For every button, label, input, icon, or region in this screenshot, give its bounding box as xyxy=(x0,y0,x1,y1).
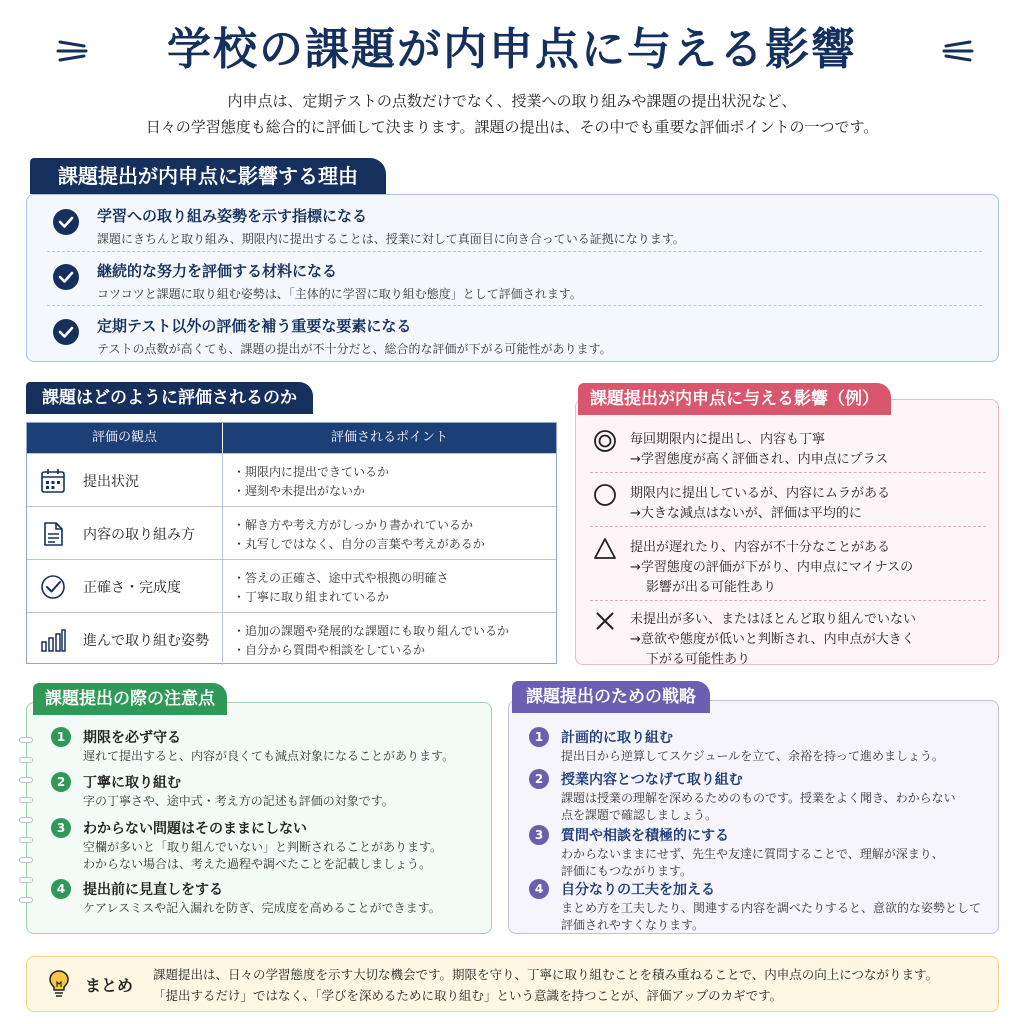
document-icon xyxy=(39,520,67,548)
number-badge: 2 xyxy=(51,772,71,792)
number-badge: 3 xyxy=(51,818,71,838)
criterion-point: ・期限内に提出できているか xyxy=(233,465,390,479)
notebook-ring xyxy=(19,877,33,883)
cautions-panel xyxy=(26,702,492,934)
criterion-point: ・追加の課題や発展的な課題にも取り組んでいるか xyxy=(233,624,510,638)
reason-desc: 課題にきちんと取り組み、期限内に提出することは、授業に対して真面目に向き合っている証拠になります。 xyxy=(97,232,685,246)
divider xyxy=(47,305,982,306)
divider xyxy=(222,454,223,506)
notebook-ring xyxy=(19,857,33,863)
strategy-desc: 課題は授業の理解を深めるためのものです。授業をよく聞き、わからない xyxy=(561,791,956,805)
impact-case: 提出が遅れたり、内容が不十分なことがある xyxy=(630,540,891,555)
impact-result: →学習態度が高く評価され、内申点にプラス xyxy=(630,452,889,467)
criterion-label: 進んで取り組む姿勢 xyxy=(83,633,209,649)
notebook-ring xyxy=(19,757,33,763)
divider xyxy=(222,613,223,665)
number-badge: 4 xyxy=(529,879,549,899)
divider xyxy=(590,526,986,527)
caution-desc: わからない場合は、考えた過程や調べたことを記載しましょう。 xyxy=(83,857,432,871)
intro-text xyxy=(0,88,1024,140)
reason-item xyxy=(49,313,979,363)
criterion-point: ・解き方や考え方がしっかり書かれているか xyxy=(233,518,474,532)
summary-text: 「提出するだけ」ではなく、「学びを深めるために取り組む」という意識を持つことが、評価アップのカギです。 xyxy=(153,988,783,1003)
column-header: 評価の観点 xyxy=(91,430,157,445)
strategies-panel xyxy=(508,700,999,934)
page-header xyxy=(0,18,1024,82)
notebook-ring xyxy=(19,817,33,823)
strategy-desc: わからないままにせず、先生や友達に質問することで、理解が深まり、 xyxy=(561,847,944,861)
cautions-heading: 課題提出の際の注意点 xyxy=(33,683,227,715)
divider xyxy=(222,560,223,612)
cross-icon xyxy=(592,608,618,634)
impact-result: →意欲や態度が低いと判断され、内申点が大きく xyxy=(630,632,915,647)
notebook-ring xyxy=(19,897,33,903)
reason-title: 学習への取り組み姿勢を示す指標になる xyxy=(97,207,368,225)
reasons-heading: 課題提出が内申点に影響する理由 xyxy=(30,158,386,194)
criterion-label: 提出状況 xyxy=(83,474,139,490)
decoration-lines-icon xyxy=(56,36,90,64)
reasons-panel xyxy=(26,194,999,362)
table-header xyxy=(27,423,556,453)
check-icon xyxy=(53,209,79,235)
notebook-ring xyxy=(19,837,33,843)
number-badge: 1 xyxy=(529,727,549,747)
caution-title: 提出前に見直しをする xyxy=(83,882,223,898)
page-title: 学校の課題が内申点に与える影響 xyxy=(167,24,857,75)
strategy-desc: 評価にもつながります。 xyxy=(561,864,693,878)
strategy-desc: まとめ方を工夫したり、関連する内容を調べたりすると、意欲的な姿勢として xyxy=(561,901,982,915)
reason-item xyxy=(49,203,979,253)
impact-result: 影響が出る可能性あり xyxy=(646,580,777,595)
column-header: 評価されるポイント xyxy=(330,430,448,445)
impact-result: →大きな減点はないが、評価は平均的に xyxy=(630,506,862,521)
strategy-title: 自分なりの工夫を加える xyxy=(561,882,715,898)
summary-text: 課題提出は、日々の学習態度を示す大切な機会です。期限を守り、丁寧に取り組むことを積み重ねることで、内申点の向上につながります。 xyxy=(153,967,939,982)
calendar-icon xyxy=(39,467,67,495)
table-row xyxy=(27,506,556,559)
check-icon xyxy=(53,264,79,290)
table-row xyxy=(27,453,556,506)
evaluation-heading: 課題はどのように評価されるのか xyxy=(26,382,313,414)
summary-label: まとめ xyxy=(85,976,134,995)
impact-heading: 課題提出が内申点に与える影響（例） xyxy=(578,383,891,415)
impact-case: 未提出が多い、またはほとんど取り組んでいない xyxy=(630,612,917,627)
number-badge: 1 xyxy=(51,727,71,747)
strategies-heading: 課題提出のための戦略 xyxy=(512,681,710,713)
caution-desc: 字の丁寧さや、途中式・考え方の記述も評価の対象です。 xyxy=(83,794,394,808)
criterion-label: 正確さ・完成度 xyxy=(83,580,181,596)
lightbulb-icon xyxy=(47,969,71,999)
strategy-desc: 提出日から逆算してスケジュールを立て、余裕を持って進めましょう。 xyxy=(561,749,945,763)
intro-line: 日々の学習態度も総合的に評価して決まります。課題の提出は、その中でも重要な評価ポイントの一つです。 xyxy=(145,118,879,136)
criterion-point: ・答えの正確さ、途中式や根拠の明確さ xyxy=(233,571,449,585)
evaluation-table xyxy=(26,422,557,664)
number-badge: 2 xyxy=(529,769,549,789)
impact-result: 下がる可能性あり xyxy=(646,652,751,667)
divider xyxy=(590,472,986,473)
double-circle-icon xyxy=(592,428,618,454)
impact-panel xyxy=(575,399,999,665)
criterion-label: 内容の取り組み方 xyxy=(83,527,195,543)
decoration-lines-icon xyxy=(940,36,974,64)
caution-desc: 遅れて提出すると、内容が良くても減点対象になることがあります。 xyxy=(83,749,455,763)
intro-line: 内申点は、定期テストの点数だけでなく、授業への取り組みや課題の提出状況など、 xyxy=(227,92,797,110)
strategy-desc: 点を課題で確認しましょう。 xyxy=(561,808,718,822)
notebook-ring xyxy=(19,737,33,743)
caution-desc: ケアレスミスや記入漏れを防ぎ、完成度を高めることができます。 xyxy=(83,901,441,915)
strategy-desc: 評価されやすくなります。 xyxy=(561,918,705,932)
triangle-icon xyxy=(592,536,618,562)
reason-item xyxy=(49,258,979,308)
number-badge: 3 xyxy=(529,825,549,845)
table-row xyxy=(27,612,556,665)
number-badge: 4 xyxy=(51,879,71,899)
impact-result: →学習態度の評価が下がり、内申点にマイナスの xyxy=(630,560,914,575)
impact-case: 期限内に提出しているが、内容にムラがある xyxy=(630,486,891,501)
strategy-title: 授業内容とつなげて取り組む xyxy=(561,772,743,788)
caution-desc: 空欄が多いと「取り組んでいない」と判断されることがあります。 xyxy=(83,840,443,854)
strategy-title: 質問や相談を積極的にする xyxy=(561,828,729,844)
divider xyxy=(222,507,223,559)
notebook-ring xyxy=(19,797,33,803)
circle-icon xyxy=(592,482,618,508)
criterion-point: ・丸写しではなく、自分の言葉や考えがあるか xyxy=(233,537,485,551)
check-circle-icon xyxy=(39,573,67,601)
criterion-point: ・自分から質問や相談をしているか xyxy=(233,643,426,657)
reason-desc: コツコツと課題に取り組む姿勢は、「主体的に学習に取り組む態度」として評価されます。 xyxy=(97,287,582,301)
strategy-title: 計画的に取り組む xyxy=(561,730,673,746)
reason-title: 継続的な努力を評価する材料になる xyxy=(97,262,338,280)
reason-title: 定期テスト以外の評価を補う重要な要素になる xyxy=(97,317,412,335)
summary-box xyxy=(26,956,999,1012)
divider xyxy=(47,251,982,252)
divider xyxy=(590,600,986,601)
criterion-point: ・遅刻や未提出がないか xyxy=(233,484,366,498)
reason-desc: テストの点数が高くても、課題の提出が不十分だと、総合的な評価が下がる可能性があります。 xyxy=(97,342,612,356)
caution-title: 期限を必ず守る xyxy=(83,730,181,746)
caution-title: 丁寧に取り組む xyxy=(83,775,181,791)
caution-title: わからない問題はそのままにしない xyxy=(83,821,307,837)
check-icon xyxy=(53,319,79,345)
table-row xyxy=(27,559,556,612)
notebook-ring xyxy=(19,777,33,783)
criterion-point: ・丁寧に取り組まれているか xyxy=(233,590,390,604)
impact-case: 毎回期限内に提出し、内容も丁寧 xyxy=(630,432,826,447)
bar-chart-icon xyxy=(39,626,67,654)
